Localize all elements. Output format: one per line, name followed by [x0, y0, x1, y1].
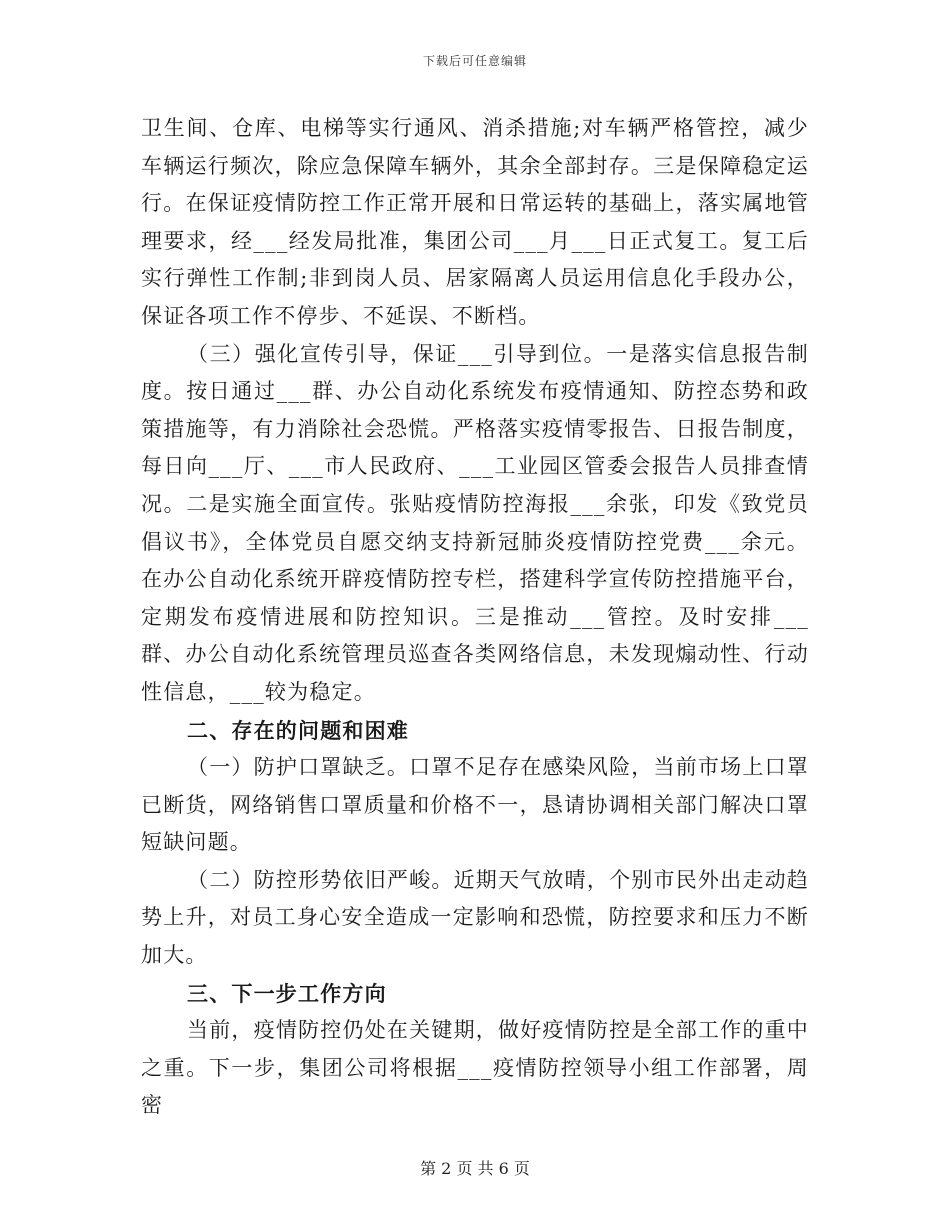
paragraph-situation: （二）防控形势依旧严峻。近期天气放晴，个别市民外出走动趋势上升，对员工身心安全造成一定影响和恐慌，防控要求和压力不断加大。 [141, 867, 809, 968]
page-footer: 第 2 页 共 6 页 [420, 1159, 530, 1178]
paragraph-next-steps: 当前，疫情防控仍处在关键期，做好疫情防控是全部工作的重中之重。下一步，集团公司将根据___疫情防控领导小组工作部署，周密 [141, 1018, 809, 1118]
document-body [141, 110, 809, 1125]
section-heading-next-steps: 三、下一步工作方向 [187, 980, 387, 1006]
page-header: 下载后可任意编辑 [422, 54, 527, 68]
paragraph-publicity: （三）强化宣传引导，保证___引导到位。一是落实信息报告制度。按日通过___群、办公自动化系统发布疫情通知、防控态势和政策措施等，有力消除社会恐慌。严格落实疫情零报告、日报告制度，每日向___厅、___市人民政府、___工业园区管委会报告人员排查情况。二是实施全面宣传。张贴疫情防控海报___余张，印发《致党员倡议书》，全体党员自愿交纳支持新冠肺炎疫情防控党费___余元。在办公自动化系统开辟疫情防控专栏，搭建科学宣传防控措施平台，定期发布疫情进展和防控知识。三是推动___管控。及时安排___群、办公自动化系统管理员巡查各类网络信息，未发现煽动性、行动性信息，___较为稳定。 [141, 341, 809, 704]
section-heading-problems: 二、存在的问题和困难 [187, 717, 409, 743]
paragraph-continued: 卫生间、仓库、电梯等实行通风、消杀措施;对车辆严格管控，减少车辆运行频次，除应急保障车辆外，其余全部封存。三是保障稳定运行。在保证疫情防控工作正常开展和日常运转的基础上，落实属地管理要求，经___经发局批准，集团公司___月___日正式复工。复工后实行弹性工作制;非到岗人员、居家隔离人员运用信息化手段办公，保证各项工作不停步、不延误、不断档。 [141, 116, 809, 328]
paragraph-masks: （一）防护口罩缺乏。口罩不足存在感染风险，当前市场上口罩已断货，网络销售口罩质量和价格不一，恳请协调相关部门解决口罩短缺问题。 [141, 755, 809, 855]
